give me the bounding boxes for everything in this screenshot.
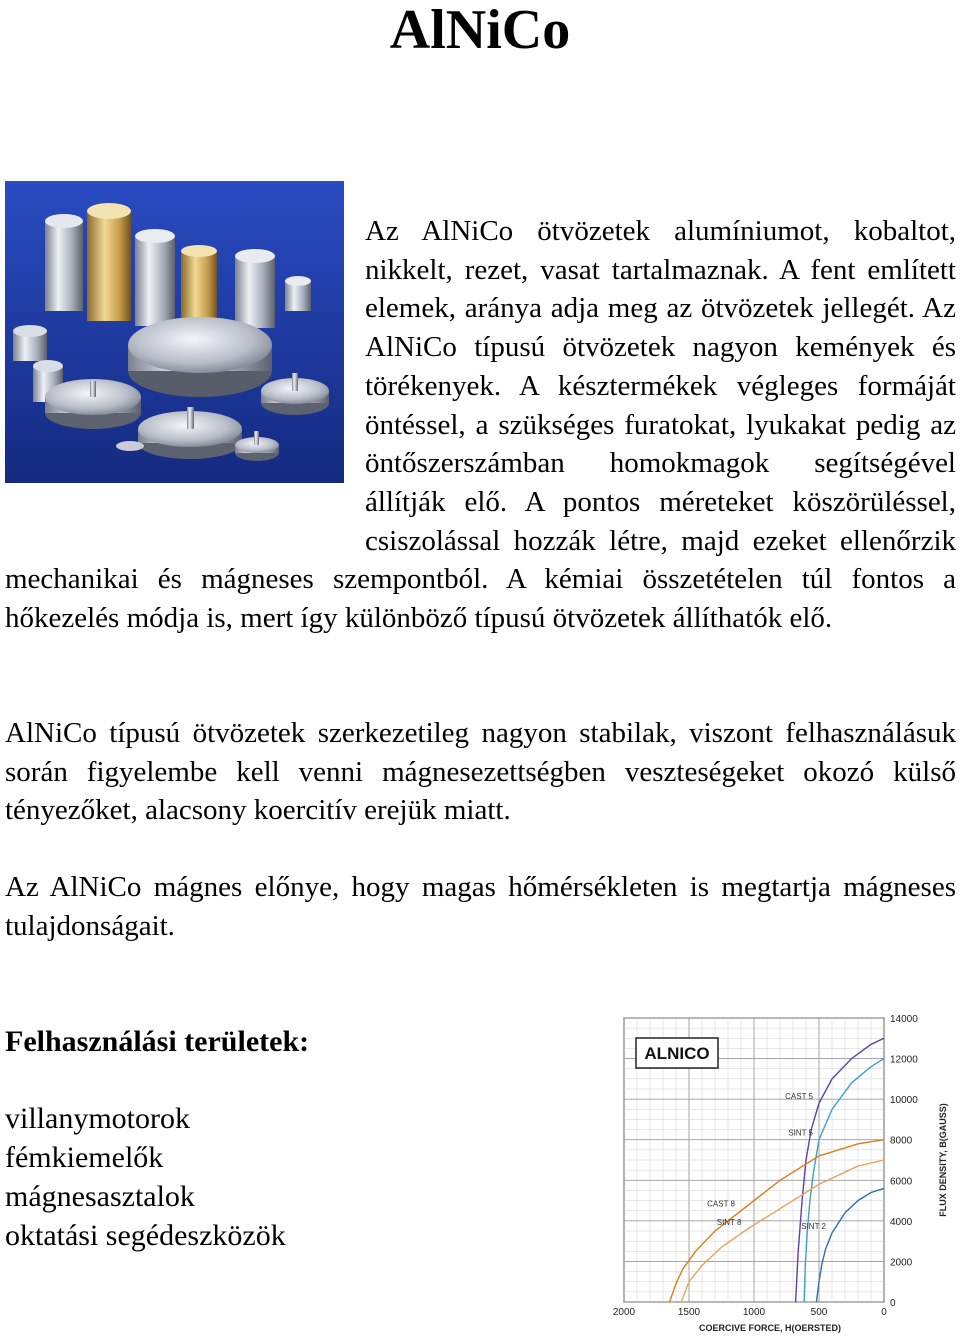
series-label: SINT 2 <box>801 1222 826 1232</box>
list-item: mágnesasztalok <box>5 1180 195 1213</box>
photo-spacer <box>5 212 365 522</box>
stability-paragraph: AlNiCo típusú ötvözetek szerkezetileg nagyon stabilak, viszont felhasználásuk során figyelembe kell venni mágnesezettségben veszteségeket okozó külső tényezőket, alacsony koercitív erejük miatt. <box>5 717 956 827</box>
page-title: AlNiCo <box>389 0 571 61</box>
list-item: fémkiemelők <box>5 1141 164 1174</box>
y-tick-label: 2000 <box>890 1257 913 1269</box>
uses-heading: Felhasználási területek: <box>5 1025 310 1058</box>
x-tick-label: 500 <box>810 1307 828 1318</box>
y-tick-label: 6000 <box>890 1176 913 1188</box>
series-label: SINT 5 <box>788 1128 813 1138</box>
x-tick-label: 1000 <box>742 1307 766 1318</box>
series-label: SINT 8 <box>716 1217 742 1227</box>
list-item: oktatási segédeszközök <box>5 1219 286 1252</box>
y-tick-label: 8000 <box>890 1135 913 1147</box>
demagnetization-chart <box>598 1006 960 1339</box>
chart-title: ALNICO <box>644 1044 710 1063</box>
intro-paragraph <box>5 212 956 638</box>
x-tick-label: 2000 <box>612 1307 636 1318</box>
intro-text: Az AlNiCo ötvözetek alumíniumot, kobaltot, nikkelt, rezet, vasat tartalmaznak. A fent említett elemek, aránya adja meg az ötvözetek jellegét. Az AlNiCo típusú ötvözetek nagyon kemények és törékenyek. A késztermékek végleges formáját öntéssel, a szükséges furatokat, lyukakat pedig az öntőszerszámban homokmagok segítségével állítják elő. A pontos méreteket köszörüléssel, csiszolással hozzák létre, majd ezeket ellenőrzik mechanikai és mágneses szempontból. A kémiai összetételen túl fontos a hőkezelés módja is, mert így különböző típusú ötvözetek állíthatók elő. <box>5 215 956 635</box>
y-tick-label: 0 <box>890 1298 896 1309</box>
temperature-paragraph: Az AlNiCo mágnes előnye, hogy magas hőmérsékleten is megtartja mágneses tulajdonságait. <box>5 871 956 942</box>
y-tick-label: 14000 <box>890 1014 918 1025</box>
uses-list <box>5 1099 286 1255</box>
y-tick-label: 10000 <box>890 1095 918 1107</box>
chart-ylabel: FLUX DENSITY, B(GAUSS) <box>938 1103 948 1217</box>
y-tick-label: 12000 <box>890 1054 918 1066</box>
series-label: CAST 8 <box>707 1199 735 1209</box>
y-tick-label: 4000 <box>890 1216 913 1228</box>
x-tick-label: 1500 <box>677 1307 701 1318</box>
chart-xlabel: COERCIVE FORCE, H(OERSTED) <box>698 1323 842 1333</box>
x-tick-label: 0 <box>881 1307 887 1318</box>
list-item: villanymotorok <box>5 1102 190 1135</box>
series-label: CAST 5 <box>785 1092 813 1102</box>
chart-svg <box>598 1006 960 1339</box>
